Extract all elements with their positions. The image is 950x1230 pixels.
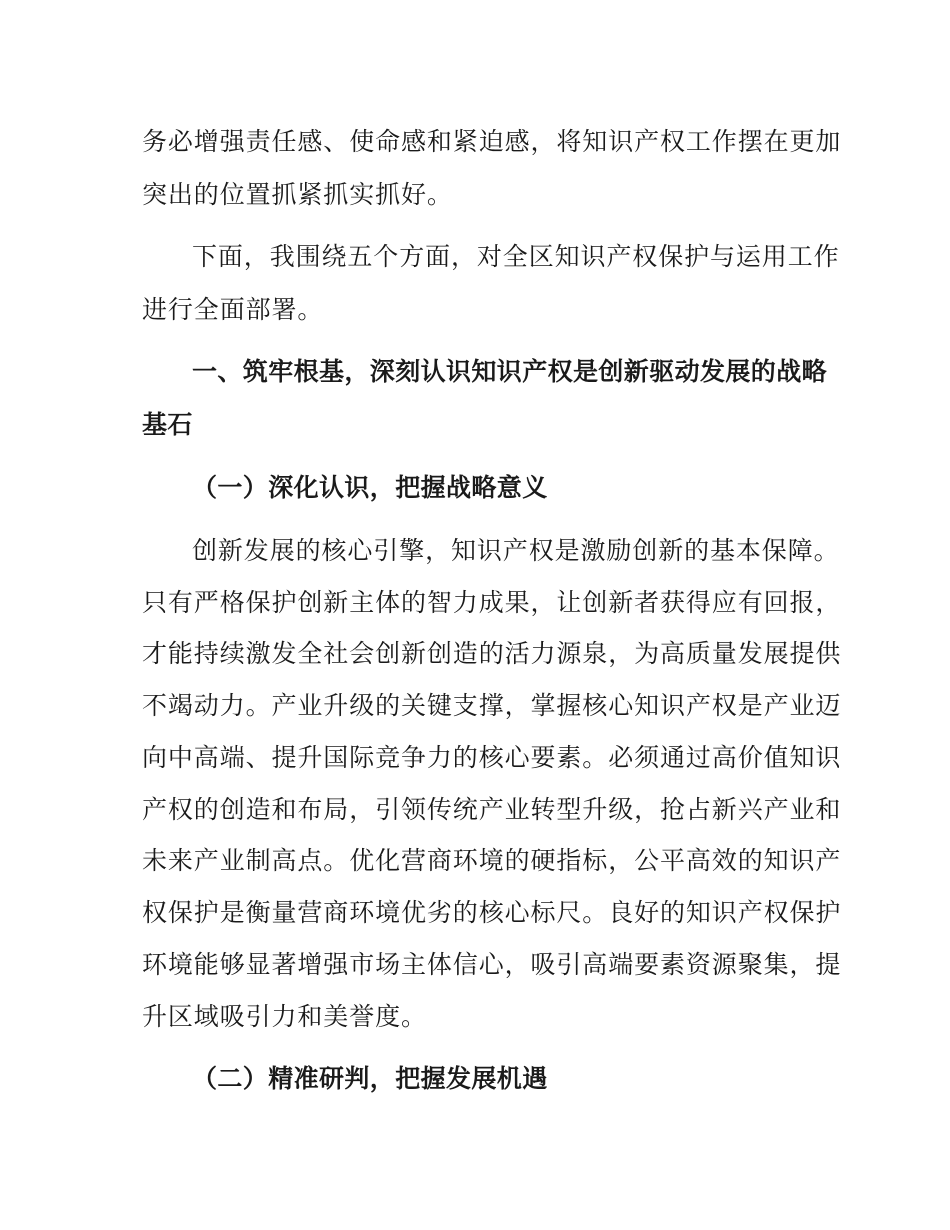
subheading-2: （二）精准研判，把握发展机遇 <box>192 1064 548 1093</box>
paragraph-1-line-2: 突出的位置抓紧抓实抓好。 <box>142 180 453 209</box>
paragraph-3-line-7: 未来产业制高点。优化营商环境的硬指标，公平高效的知识产 <box>142 846 842 875</box>
paragraph-3-line-4: 不竭动力。产业升级的关键支撑，掌握核心知识产权是产业迈 <box>142 691 842 720</box>
paragraph-3-line-8: 权保护是衡量营商环境优劣的核心标尺。良好的知识产权保护 <box>142 898 842 927</box>
heading-1-line-2: 基石 <box>142 410 193 439</box>
paragraph-3-line-3: 才能持续激发全社会创新创造的活力源泉，为高质量发展提供 <box>142 639 842 668</box>
paragraph-3-line-1: 创新发展的核心引擎，知识产权是激励创新的基本保障。 <box>192 536 840 565</box>
paragraph-2-line-2: 进行全面部署。 <box>142 295 324 324</box>
paragraph-3-line-6: 产权的创造和布局，引领传统产业转型升级，抢占新兴产业和 <box>142 795 842 824</box>
heading-1-line-1: 一、筑牢根基，深刻认识知识产权是创新驱动发展的战略 <box>192 357 828 386</box>
paragraph-1-line-1: 务必增强责任感、使命感和紧迫感，将知识产权工作摆在更加 <box>142 127 842 156</box>
paragraph-3-line-5: 向中高端、提升国际竞争力的核心要素。必须通过高价值知识 <box>142 743 842 772</box>
paragraph-3-line-10: 升区域吸引力和美誉度。 <box>142 1002 427 1031</box>
subheading-1: （一）深化认识，把握战略意义 <box>192 473 548 502</box>
paragraph-3-line-9: 环境能够显著增强市场主体信心，吸引高端要素资源聚集，提 <box>142 950 842 979</box>
paragraph-3-line-2: 只有严格保护创新主体的智力成果，让创新者获得应有回报， <box>142 588 842 617</box>
paragraph-2-line-1: 下面，我围绕五个方面，对全区知识产权保护与运用工作 <box>192 242 840 271</box>
